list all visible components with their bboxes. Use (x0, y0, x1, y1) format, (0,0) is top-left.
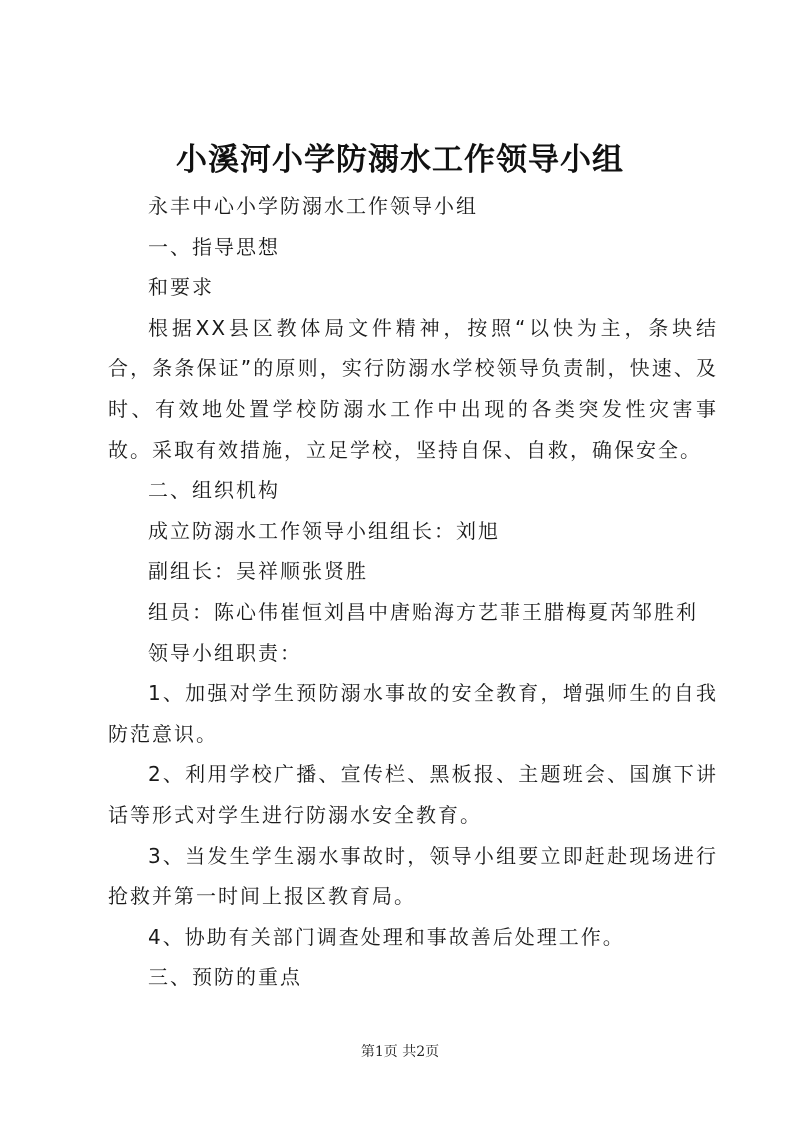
paragraph-team-leader: 成立防溺水工作领导小组组长：刘旭 (148, 518, 500, 543)
document-body (108, 186, 718, 998)
page-number-footer: 第1页 共2页 (360, 1044, 440, 1060)
paragraph-section-3-heading: 三、预防的重点 (148, 965, 302, 990)
paragraph-duty-3: 3、当发生学生溺水事故时，领导小组要立即赶赴现场进行抢救并第一时间上报区教育局。 (108, 843, 718, 909)
paragraph-guiding-principle: 根据XX县区教体局文件精神，按照“以快为主，条块结合，条条保证”的原则，实行防溺水学校领导负责制，快速、及时、有效地处置学校防溺水工作中出现的各类突发性灾害事故。采取有效措施，立足学校，坚持自保、自救，确保安全。 (108, 315, 718, 462)
paragraph-deputy-leader: 副组长：吴祥顺张贤胜 (148, 559, 368, 584)
paragraph-section-1-heading-cont: 和要求 (148, 275, 214, 300)
paragraph-members: 组员：陈心伟崔恒刘昌中唐贻海方艺菲王腊梅夏芮邹胜利 (148, 599, 698, 624)
paragraph-school-name: 永丰中心小学防溺水工作领导小组 (148, 194, 478, 218)
paragraph-duty-1: 1、加强对学生预防溺水事故的安全教育，增强师生的自我防范意识。 (108, 681, 718, 746)
paragraph-duty-2: 2、利用学校广播、宣传栏、黑板报、主题班会、国旗下讲话等形式对学生进行防溺水安全教育。 (108, 762, 718, 827)
paragraph-section-2-heading: 二、组织机构 (148, 478, 280, 503)
paragraph-section-1-heading: 一、指导思想 (148, 234, 280, 259)
document-title: 小溪河小学防溺水工作领导小组 (176, 142, 624, 178)
paragraph-duties-heading: 领导小组职责： (148, 640, 302, 665)
paragraph-duty-4: 4、协助有关部门调查处理和事故善后处理工作。 (148, 924, 625, 949)
